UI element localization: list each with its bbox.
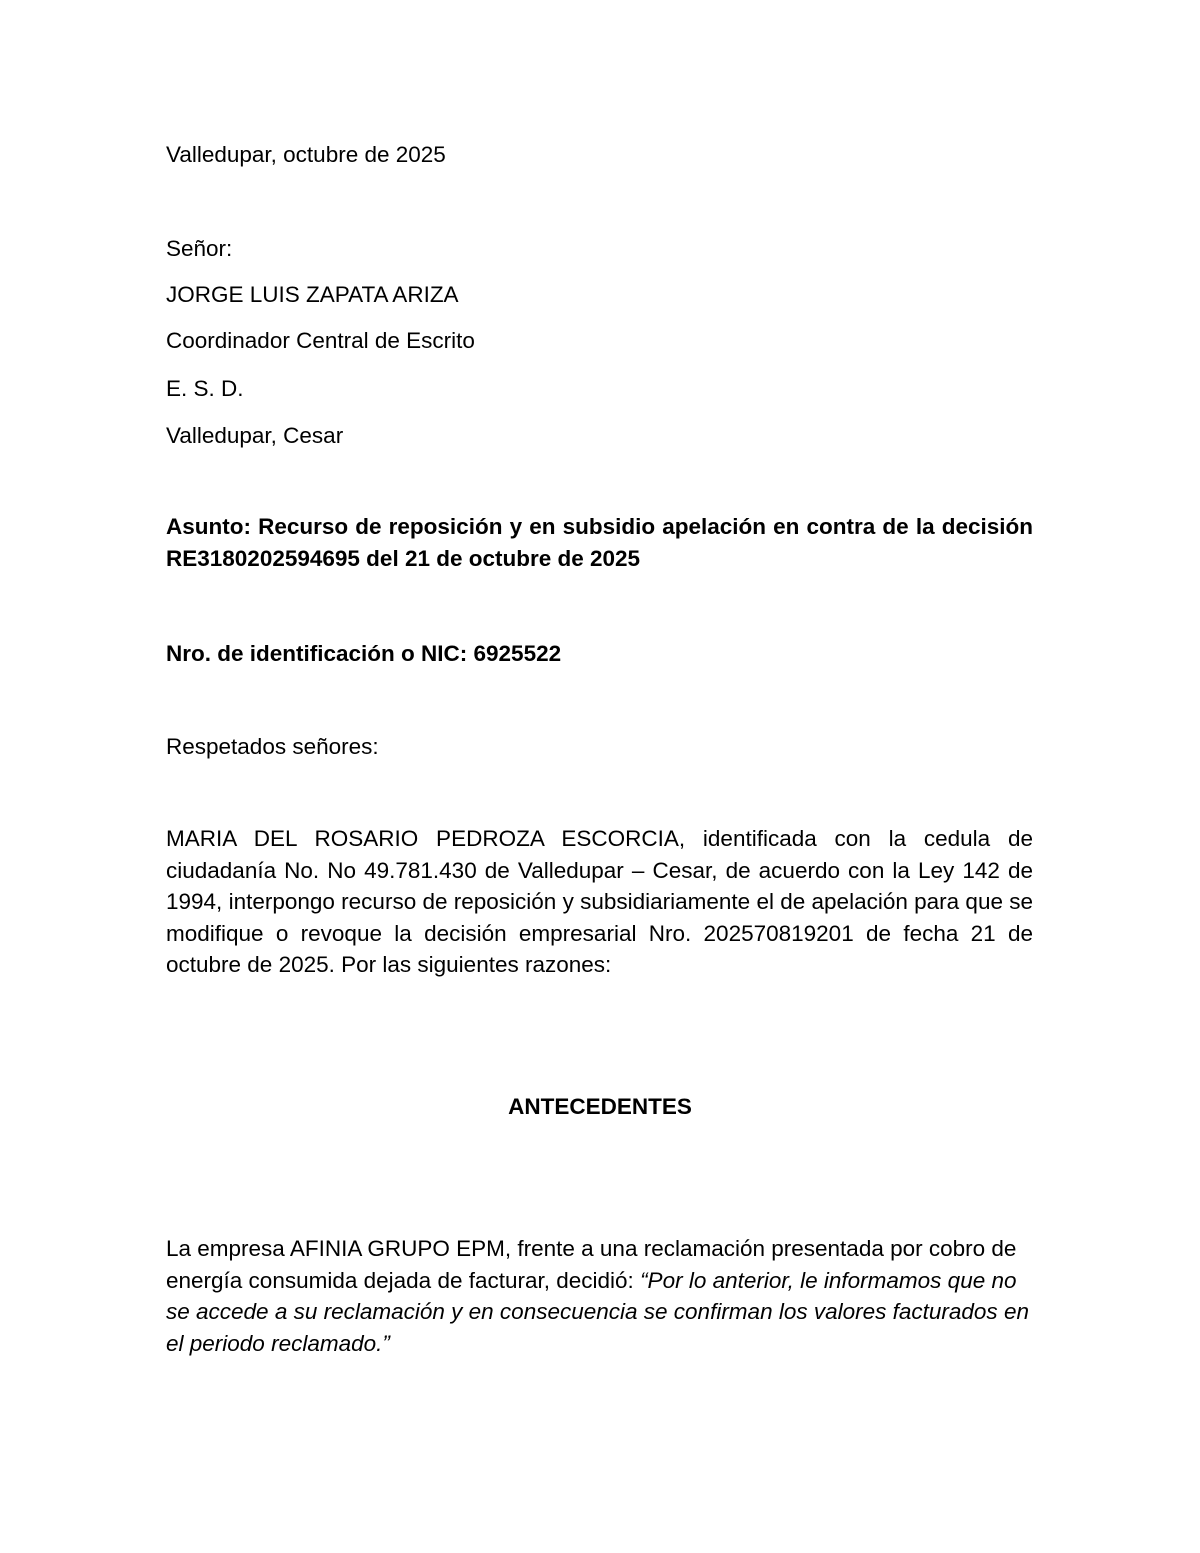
antecedentes-quote: “Por lo anterior, le informamos que no se accede a su reclamación y en consecuencia se confirman los valores facturados en el periodo reclamado.” [166, 1267, 1029, 1356]
recipient-role: Coordinador Central de Escrito [166, 328, 475, 353]
section-title: ANTECEDENTES [508, 1094, 692, 1119]
subject-line: Asunto: Recurso de reposición y en subsidio apelación en contra de la decisión RE3180202594695 del 21 de octubre de 2025 [166, 514, 1033, 571]
greeting: Respetados señores: [166, 734, 379, 759]
antecedentes-paragraph [166, 1233, 1036, 1359]
salutation: Señor: [166, 236, 233, 261]
recipient-esd: E. S. D. [166, 376, 244, 401]
recipient-name: JORGE LUIS ZAPATA ARIZA [166, 282, 459, 307]
place-date: Valledupar, octubre de 2025 [166, 142, 446, 167]
recipient-city: Valledupar, Cesar [166, 423, 344, 448]
identification-line: Nro. de identificación o NIC: 6925522 [166, 641, 562, 666]
body-paragraph: MARIA DEL ROSARIO PEDROZA ESCORCIA, identificada con la cedula de ciudadanía No. No 49.781.430 de Valledupar – Cesar, de acuerdo con la Ley 142 de 1994, interpongo recurso de reposición y subsidiariamente el de apelación para que se modifique o revoque la decisión empresarial Nro. 202570819201 de fecha 21 de octubre de 2025. Por las siguientes razones: [166, 826, 1033, 977]
antecedentes-intro: La empresa AFINIA GRUPO EPM, frente a una reclamación presentada por cobro de energía consumida dejada de facturar, decidió: [166, 1236, 1017, 1293]
